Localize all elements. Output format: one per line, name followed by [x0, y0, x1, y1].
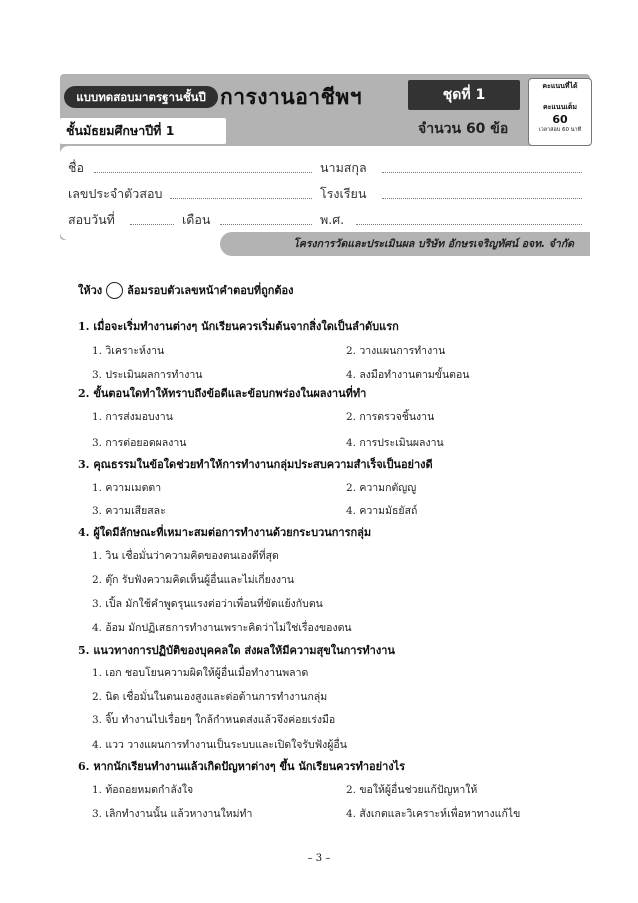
q4-option-1[interactable]: 1. วิน เชื่อมั่นว่าความคิดของตนเองดีที่สุด — [92, 550, 279, 562]
score-label: คะแนนที่ได้ — [542, 82, 578, 90]
month-label: เดือน — [182, 212, 211, 227]
q4-option-3[interactable]: 3. เปิ้ล มักใช้คำพูดรุนแรงต่อว่าเพื่อนที่ขัดแย้งกับตน — [92, 598, 323, 610]
surname-label: นามสกุล — [320, 160, 367, 175]
q5-option-3[interactable]: 3. จิ๊บ ทำงานไปเรื่อยๆ ใกล้กำหนดส่งแล้วจึงค่อยเร่งมือ — [92, 714, 336, 726]
q3-option-1[interactable]: 1. ความเมตตา — [92, 482, 162, 494]
score-box — [528, 78, 592, 146]
organization-banner: โครงการวัดและประเมินผล บริษัท อักษรเจริญทัศน์ อจท. จำกัด — [220, 232, 590, 256]
exam-number-label: เลขประจำตัวสอบ — [68, 186, 163, 201]
q2-option-4[interactable]: 4. การประเมินผลงาน — [346, 437, 444, 449]
q6-option-2[interactable]: 2. ขอให้ผู้อื่นช่วยแก้ปัญหาให้ — [346, 784, 478, 796]
exam-time: เวลาสอบ 60 นาที — [538, 127, 582, 133]
exam-day-label: สอบวันที่ — [68, 212, 115, 227]
q2-option-2[interactable]: 2. การตรวจชิ้นงาน — [346, 411, 435, 423]
question-4: 4. ผู้ใดมีลักษณะที่เหมาะสมต่อการทำงานด้วยกระบวนการกลุ่ม — [78, 526, 372, 539]
q1-option-1[interactable]: 1. วิเคราะห์งาน — [92, 345, 165, 357]
q2-option-3[interactable]: 3. การต่อยอดผลงาน — [92, 437, 187, 449]
q2-option-1[interactable]: 1. การส่งมอบงาน — [92, 411, 173, 423]
q3-option-3[interactable]: 3. ความเสียสละ — [92, 505, 166, 517]
q3-option-4[interactable]: 4. ความมัธยัสถ์ — [346, 505, 418, 517]
exam-day-field[interactable] — [130, 224, 174, 225]
school-label: โรงเรียน — [320, 186, 367, 201]
page-number: – 3 – — [307, 853, 331, 864]
q6-option-1[interactable]: 1. ท้อถอยหมดกำลังใจ — [92, 784, 194, 796]
student-info-form — [60, 146, 590, 240]
surname-field[interactable] — [382, 172, 582, 173]
circle-icon — [106, 282, 123, 299]
full-score-value: 60 — [552, 113, 568, 126]
q1-option-4[interactable]: 4. ลงมือทำงานตามขั้นตอน — [346, 369, 470, 381]
full-score-label: คะแนนเต็ม — [542, 103, 578, 111]
q5-option-1[interactable]: 1. เอก ชอบโยนความผิดให้ผู้อื่นเมื่อทำงานพลาด — [92, 667, 309, 679]
question-6: 6. หากนักเรียนทำงานแล้วเกิดปัญหาต่างๆ ขึ้น นักเรียนควรทำอย่างไร — [78, 760, 406, 773]
q3-option-2[interactable]: 2. ความกตัญญู — [346, 482, 417, 494]
q1-option-3[interactable]: 3. ประเมินผลการทำงาน — [92, 369, 203, 381]
q6-option-4[interactable]: 4. สังเกตและวิเคราะห์เพื่อหาทางแก้ไข — [346, 808, 521, 820]
year-field[interactable] — [356, 224, 582, 225]
instruction-prefix: ให้วง — [78, 284, 103, 297]
instruction — [78, 281, 294, 301]
q5-option-4[interactable]: 4. แวว วางแผนการทำงานเป็นระบบและเปิดใจรับฟังผู้อื่น — [92, 739, 347, 751]
school-field[interactable] — [382, 198, 582, 199]
name-field[interactable] — [94, 172, 312, 173]
question-count: จำนวน 60 ข้อ — [418, 121, 509, 137]
question-5: 5. แนวทางการปฏิบัติของบุคคลใด ส่งผลให้มีความสุขในการทำงาน — [78, 644, 395, 657]
instruction-text: ล้อมรอบตัวเลขหน้าคำตอบที่ถูกต้อง — [127, 284, 294, 297]
question-3: 3. คุณธรรมในข้อใดช่วยทำให้การทำงานกลุ่มประสบความสำเร็จเป็นอย่างดี — [78, 458, 433, 471]
test-type-badge: แบบทดสอบมาตรฐานชั้นปี — [64, 86, 218, 108]
question-1: 1. เมื่อจะเริ่มทำงานต่างๆ นักเรียนควรเริ่มต้นจากสิ่งใดเป็นลำดับแรก — [78, 320, 399, 333]
name-label: ชื่อ — [68, 160, 84, 175]
grade-level: ชั้นมัธยมศึกษาปีที่ 1 — [60, 118, 226, 144]
q4-option-2[interactable]: 2. ตุ๊ก รับฟังความคิดเห็นผู้อื่นและไม่เกี่ยงงาน — [92, 574, 295, 586]
subject-title: การงานอาชีพฯ — [220, 85, 362, 109]
q4-option-4[interactable]: 4. อ้อม มักปฏิเสธการทำงานเพราะคิดว่าไม่ใช่เรื่องของตน — [92, 622, 352, 634]
question-2: 2. ขั้นตอนใดทำให้ทราบถึงข้อดีและข้อบกพร่องในผลงานที่ทำ — [78, 387, 367, 400]
month-field[interactable] — [220, 224, 312, 225]
q1-option-2[interactable]: 2. วางแผนการทำงาน — [346, 345, 446, 357]
set-number: ชุดที่ 1 — [408, 80, 520, 110]
exam-number-field[interactable] — [170, 198, 312, 199]
q5-option-2[interactable]: 2. นิด เชื่อมั่นในตนเองสูงและต่อต้านการทำงานกลุ่ม — [92, 691, 328, 703]
q6-option-3[interactable]: 3. เลิกทำงานนั้น แล้วหางานใหม่ทำ — [92, 808, 253, 820]
year-label: พ.ศ. — [320, 212, 345, 227]
